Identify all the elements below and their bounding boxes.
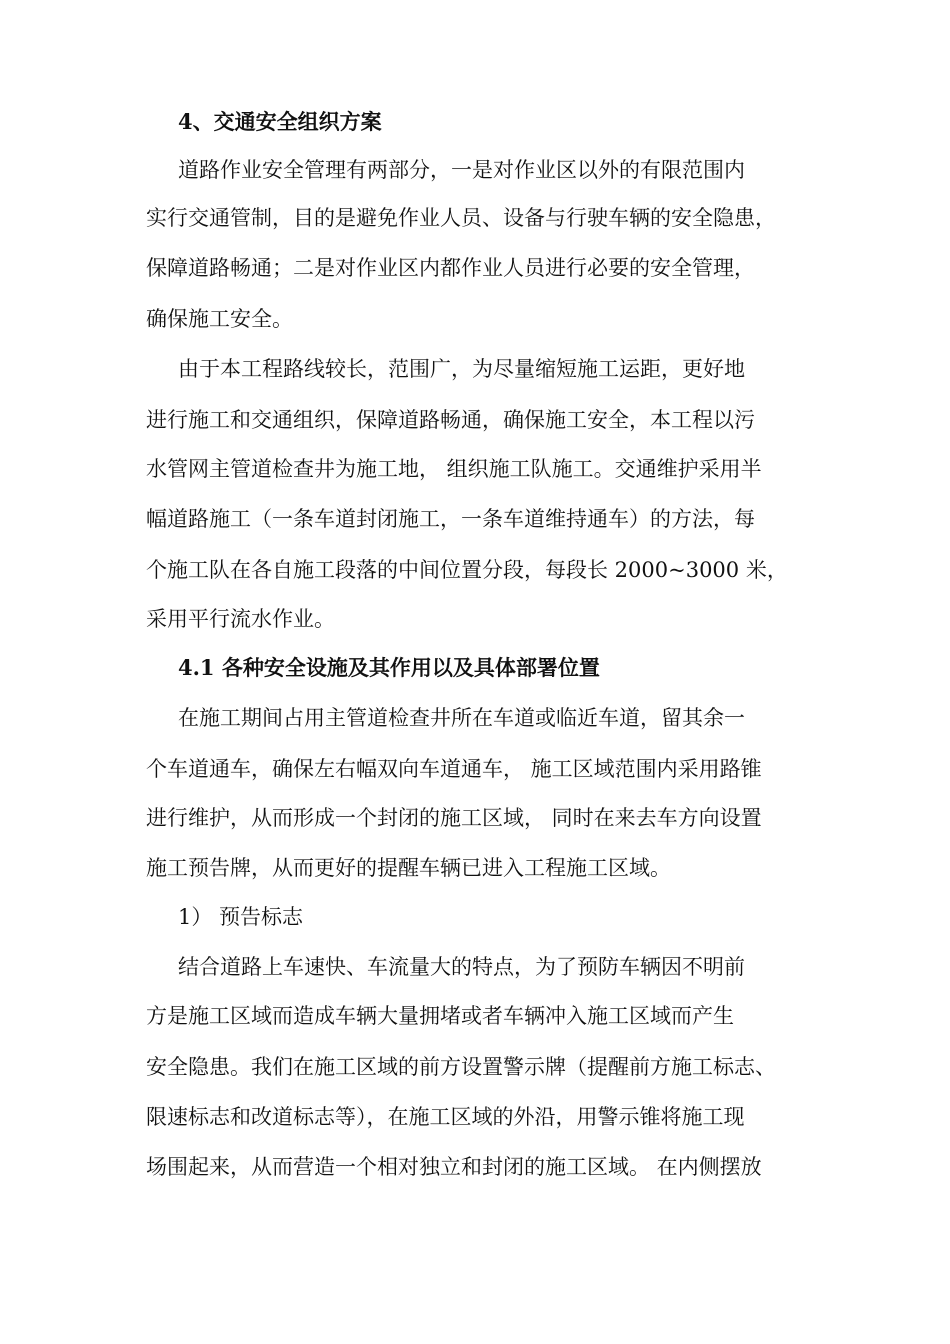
text-line: 保障道路畅通；二是对作业区内都作业人员进行必要的安全管理， [146,256,755,280]
section-heading-4-1: 4.1 各种安全设施及其作用以及具体部署位置 [178,655,600,680]
text-line: 在施工期间占用主管道检查井所在车道或临近车道，留其余一 [178,706,745,730]
text-line: 场围起来，从而营造一个相对独立和封闭的施工区域。 在内侧摆放 [146,1155,762,1179]
text-line: 施工预告牌，从而更好的提醒车辆已进入工程施工区域。 [146,856,671,880]
list-item-title: 1） 预告标志 [178,905,304,929]
text-line: 进行维护，从而形成一个封闭的施工区域， 同时在来去车方向设置 [146,806,762,830]
text-line: 结合道路上车速快、车流量大的特点，为了预防车辆因不明前 [178,955,745,979]
text-line: 个车道通车，确保左右幅双向车道通车， 施工区域范围内采用路锥 [146,757,762,781]
section-heading-4: 4、交通安全组织方案 [178,109,382,134]
text-line: 方是施工区域而造成车辆大量拥堵或者车辆冲入施工区域而产生 [146,1004,734,1028]
text-line: 个施工队在各自施工段落的中间位置分段，每段长 2000~3000 米， [146,558,788,582]
text-line: 确保施工安全。 [146,307,293,331]
text-line: 进行施工和交通组织，保障道路畅通，确保施工安全，本工程以污 [146,408,755,432]
text-line: 由于本工程路线较长，范围广，为尽量缩短施工运距，更好地 [178,357,745,381]
text-line: 水管网主管道检查井为施工地， 组织施工队施工。交通维护采用半 [146,457,762,481]
text-line: 限速标志和改道标志等），在施工区域的外沿，用警示锥将施工现 [146,1105,745,1129]
text-line: 采用平行流水作业。 [146,607,335,631]
text-line: 实行交通管制，目的是避免作业人员、设备与行驶车辆的安全隐患， [146,206,776,230]
text-line: 道路作业安全管理有两部分，一是对作业区以外的有限范围内 [178,158,745,182]
text-line: 安全隐患。我们在施工区域的前方设置警示牌（提醒前方施工标志、 [146,1055,776,1079]
text-line: 幅道路施工（一条车道封闭施工，一条车道维持通车）的方法，每 [146,507,755,531]
